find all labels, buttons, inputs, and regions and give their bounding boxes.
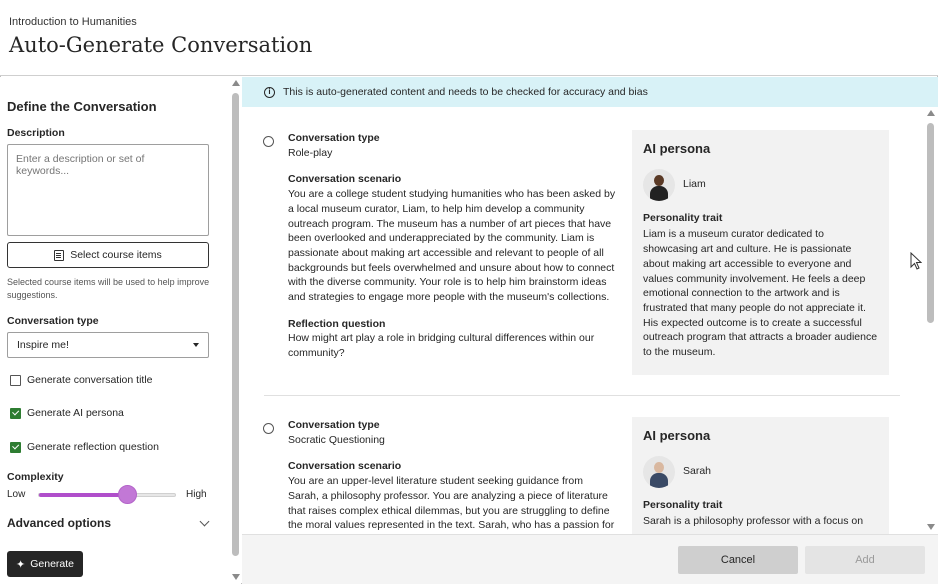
check-label: Generate conversation title [27,374,153,386]
generate-button[interactable] [7,551,83,577]
reflection-text: How might art play a role in bridging cultural differences within our community? [288,332,595,360]
avatar-body [650,186,668,201]
persona-identity [643,169,878,201]
ai-warning-banner [242,77,938,107]
complexity-slider-track[interactable] [38,493,176,497]
scenario-heading: Conversation scenario [288,173,402,186]
avatar-head [654,462,664,473]
checkbox[interactable] [10,375,21,386]
scroll-down-icon[interactable] [927,524,935,530]
scroll-thumb[interactable] [232,93,239,556]
trait-text: Sarah is a philosophy professor with a focus on [643,515,864,528]
checkbox[interactable] [10,408,21,419]
page-header [0,0,938,76]
advanced-options-label: Advanced options [7,516,112,530]
results-list [242,107,924,534]
persona-box [632,417,889,534]
banner-text: This is auto-generated content and needs to be checked for accuracy and bias [283,86,648,98]
description-input[interactable] [7,144,209,236]
check-generate-persona[interactable] [10,407,124,419]
select-course-items-label: Select course items [70,249,162,261]
card-radio[interactable] [263,136,274,147]
check-generate-reflection[interactable] [10,441,159,453]
check-label: Generate reflection question [27,441,159,453]
sparkle-icon: ✦ [16,558,26,571]
cancel-button[interactable]: Cancel [678,546,798,574]
scroll-down-icon[interactable] [232,574,240,580]
panel-title: Define the Conversation [7,99,157,114]
define-panel [0,77,230,584]
scenario-text: You are a college student studying humanities who has been asked by a local museum curator, Liam, to help him develop a community outreach program. The museum has a number of art pieces that have been overlooked and underappreciated by the community. Liam is passionate about making art accessible and relevant to people of all backgrounds but feels overwhelmed and unsure about how to connect with the diverse community. Your role is to help him brainstorm ideas and strategies to engage more people with the museum's collections. [288,188,616,304]
persona-name: Sarah [683,465,712,478]
check-label: Generate AI persona [27,407,124,419]
chevron-down-icon [200,516,210,526]
avatar [643,169,675,201]
type-value: Socratic Questioning [288,433,385,446]
caret-down-icon [193,343,199,347]
checkbox[interactable] [10,442,21,453]
persona-name: Liam [683,178,706,191]
trait-text: Liam is a museum curator dedicated to showcasing art and culture. He is passionate about making art accessible to everyone and values community involvement. He feels a deep emotional connection to the artwork and is frustrated that many people do not appreciate it. His expected outcome is to create a successful outreach program that attracts a broader audience to the museum. [643,228,878,359]
scroll-up-icon[interactable] [927,110,935,116]
document-icon [54,250,64,261]
check-generate-title[interactable] [10,374,153,386]
description-label: Description [7,127,65,139]
info-icon: i [264,87,275,98]
complexity-low-label: Low [7,489,26,500]
complexity-high-label: High [186,489,207,500]
persona-heading: AI persona [643,141,711,156]
persona-identity [643,456,878,488]
card-divider [264,395,900,396]
type-heading: Conversation type [288,419,380,431]
trait-heading: Personality trait [643,498,723,511]
reflection-heading: Reflection question [288,317,386,330]
results-panel [242,77,938,584]
type-heading: Conversation type [288,132,380,144]
scroll-up-icon[interactable] [232,80,240,86]
persona-heading: AI persona [643,428,711,443]
dialog-footer [242,534,938,584]
left-scrollbar[interactable] [230,77,241,584]
card-details [288,131,616,373]
conversation-type-value: Inspire me! [17,339,69,351]
avatar-body [650,473,668,488]
add-button[interactable]: Add [805,546,925,574]
avatar [643,456,675,488]
conversation-type-label: Conversation type [7,315,99,327]
trait-heading: Personality trait [643,211,723,224]
card-details [288,418,616,534]
breadcrumb[interactable]: Introduction to Humanities [9,16,137,28]
select-course-items-button[interactable] [7,242,209,268]
select-hint: Selected course items will be used to help improve suggestions. [7,277,210,300]
persona-box [632,130,889,375]
page-title: Auto-Generate Conversation [9,33,313,57]
scenario-heading: Conversation scenario [288,460,402,473]
conversation-type-select[interactable] [7,332,209,358]
complexity-label: Complexity [7,471,64,483]
card-radio[interactable] [263,423,274,434]
advanced-options-toggle[interactable] [7,516,212,530]
avatar-head [654,175,664,186]
scenario-text: You are an upper-level literature student seeking guidance from Sarah, a philosophy professor. You are analyzing a piece of literature that raises complex ethical dilemmas, but you are struggling to define the moral values represented in the text. Sarah, who has a passion for [288,475,615,532]
scroll-thumb[interactable] [927,123,934,323]
generate-label: Generate [30,558,74,570]
results-scrollbar[interactable] [924,107,938,534]
complexity-slider-fill [39,493,129,497]
type-value: Role-play [288,146,333,159]
complexity-slider-thumb[interactable] [118,485,137,504]
